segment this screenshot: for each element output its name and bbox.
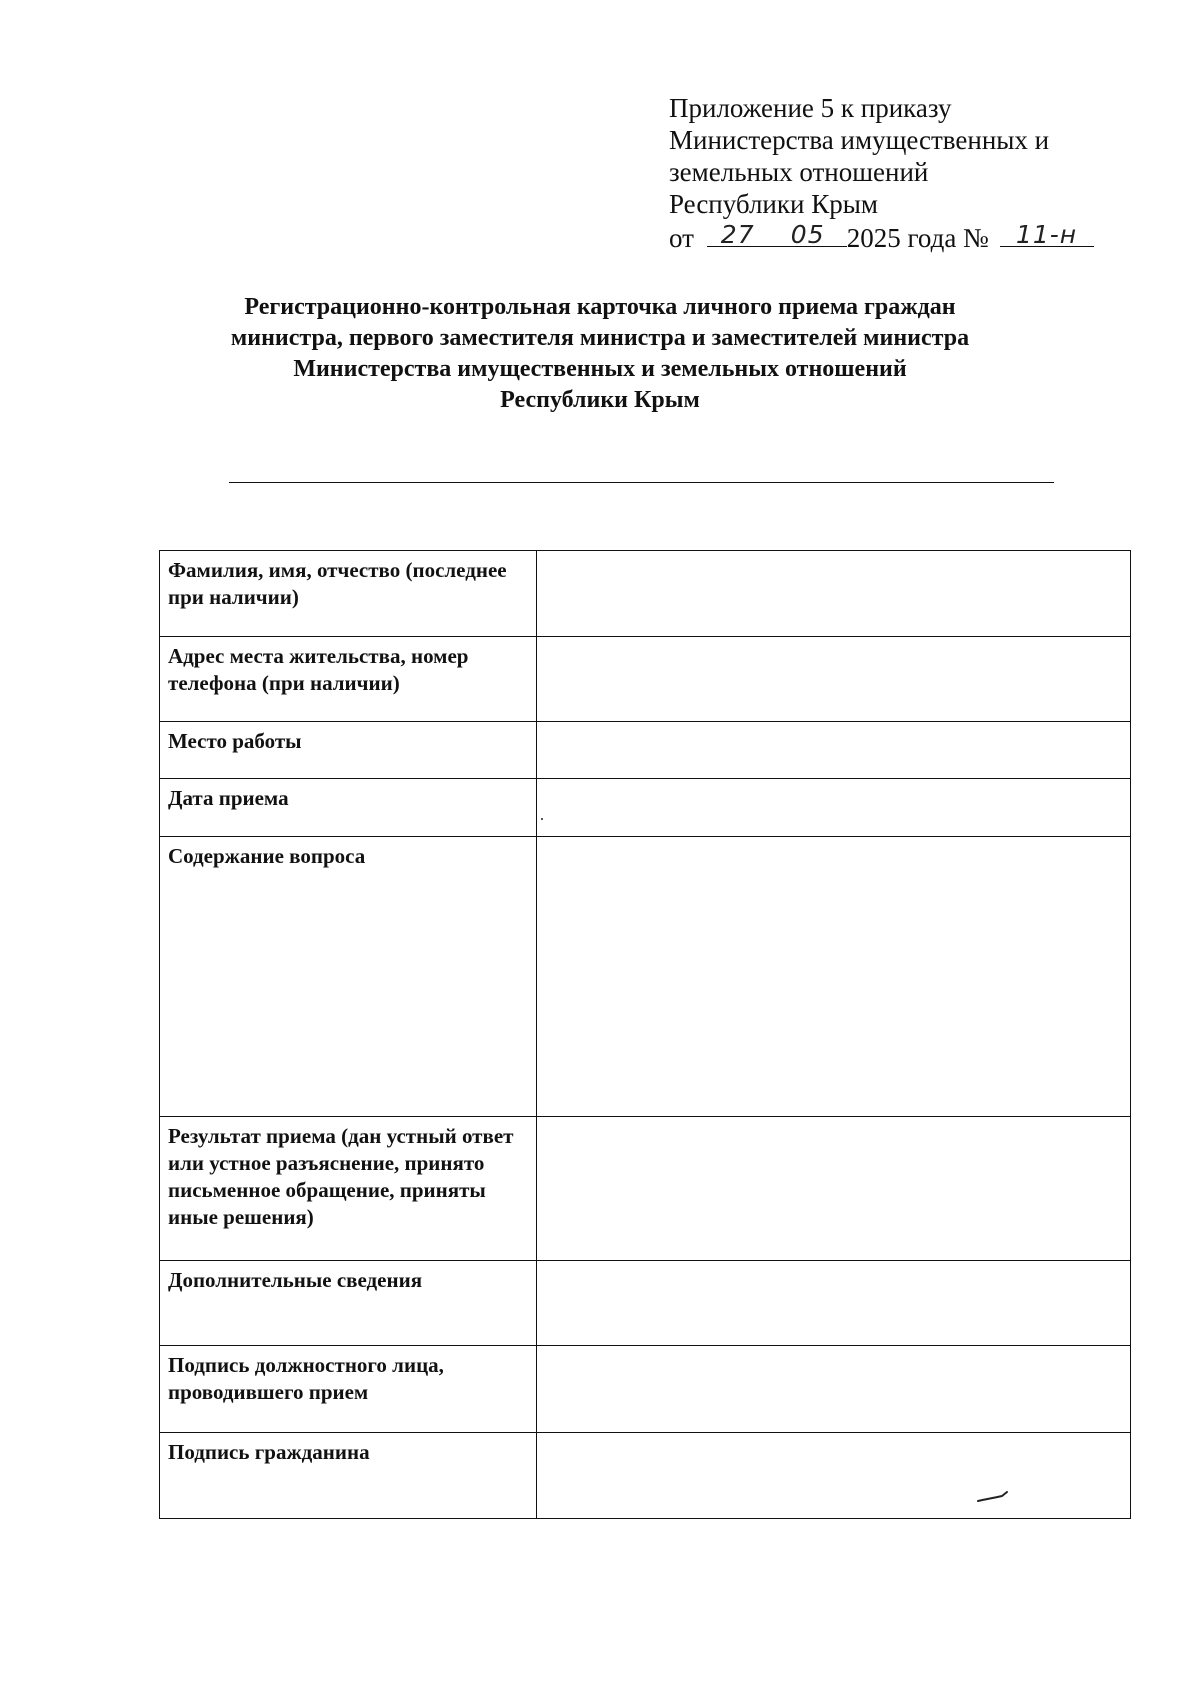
table-row — [160, 551, 1131, 637]
row-label-question-content: Содержание вопроса — [160, 837, 537, 1117]
signature-stroke-icon — [976, 1490, 1010, 1504]
row-label-additional-info: Дополнительные сведения — [160, 1261, 537, 1346]
title-line: Министерства имущественных и земельных отношений — [293, 356, 907, 382]
stray-dot — [541, 818, 543, 820]
registration-card-table — [159, 550, 1131, 1519]
year-text: 2025 года № — [846, 223, 989, 253]
row-label-address: Адрес места жительства, номер телефона (при наличии) — [160, 637, 537, 722]
table-row — [160, 1433, 1131, 1519]
table-row — [160, 1117, 1131, 1261]
row-label-citizen-signature: Подпись гражданина — [160, 1433, 537, 1519]
additional-info-field[interactable] — [537, 1261, 1131, 1346]
appendix-line: Приложение 5 к приказу — [669, 93, 952, 123]
handwritten-order-number: 11-н — [1015, 220, 1078, 249]
address-field[interactable] — [537, 637, 1131, 722]
handwritten-month: 05 — [790, 220, 825, 249]
table-row — [160, 637, 1131, 722]
row-label-workplace: Место работы — [160, 722, 537, 779]
month-blank — [769, 220, 847, 247]
workplace-field[interactable] — [537, 722, 1131, 779]
reception-date-field[interactable] — [537, 779, 1131, 837]
appendix-line: Республики Крым — [669, 189, 878, 219]
order-date-row — [669, 220, 1139, 254]
row-label-reception-result: Результат приема (дан устный ответ или устное разъяснение, принято письменное обращение, приняты иные решения) — [160, 1117, 537, 1261]
horizontal-rule — [229, 482, 1054, 483]
table-row — [160, 1261, 1131, 1346]
title-line: Регистрационно-контрольная карточка личного приема граждан — [244, 294, 956, 320]
full-name-field[interactable] — [537, 551, 1131, 637]
citizen-signature-field[interactable] — [537, 1433, 1131, 1519]
title-line: министра, первого заместителя министра и заместителей министра — [230, 325, 970, 351]
title-line: Республики Крым — [500, 387, 700, 413]
date-prefix: от — [669, 223, 694, 253]
appendix-line: Министерства имущественных и — [669, 125, 1050, 155]
row-label-official-signature: Подпись должностного лица, проводившего прием — [160, 1346, 537, 1433]
table-row — [160, 837, 1131, 1117]
number-blank — [1000, 220, 1094, 247]
row-label-full-name: Фамилия, имя, отчество (последнее при наличии) — [160, 551, 537, 637]
row-label-reception-date: Дата приема — [160, 779, 537, 837]
appendix-block — [669, 92, 1139, 254]
day-blank — [707, 220, 769, 247]
table-row — [160, 1346, 1131, 1433]
reception-result-field[interactable] — [537, 1117, 1131, 1261]
appendix-line: земельных отношений — [669, 157, 929, 187]
official-signature-field[interactable] — [537, 1346, 1131, 1433]
document-title — [100, 292, 1100, 416]
question-content-field[interactable] — [537, 837, 1131, 1117]
handwritten-day: 27 — [720, 220, 755, 249]
table-row — [160, 779, 1131, 837]
table-row — [160, 722, 1131, 779]
